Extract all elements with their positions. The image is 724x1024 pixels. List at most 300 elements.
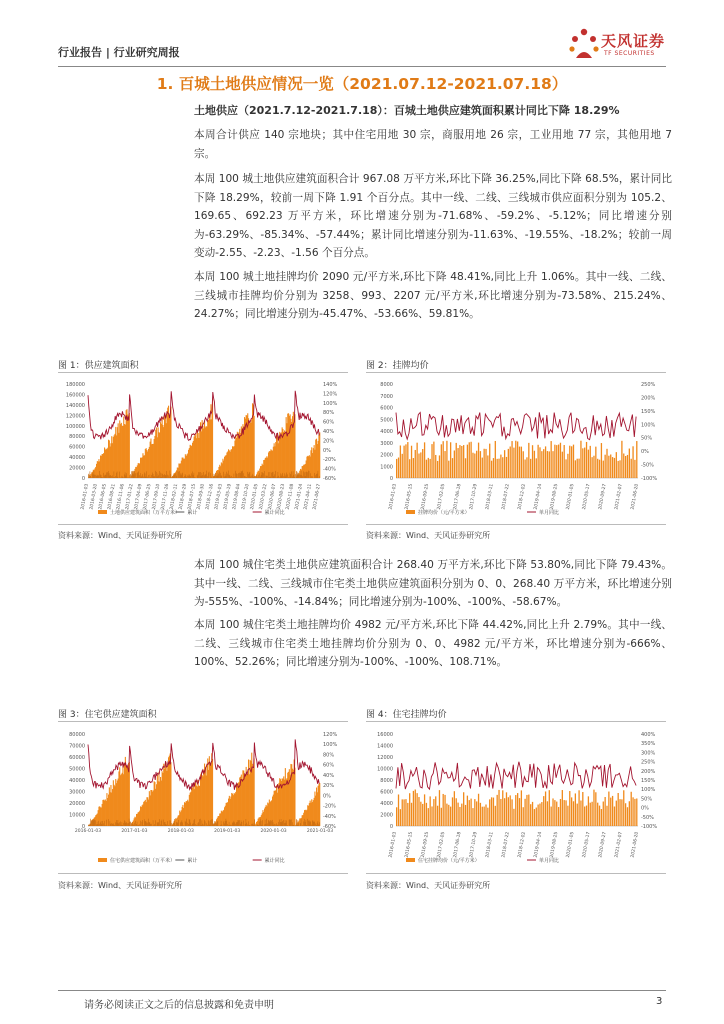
bar-mark — [634, 799, 635, 826]
bar-mark — [226, 476, 227, 478]
bar-mark — [245, 824, 246, 826]
x-tick: 2018-09-30 — [196, 483, 206, 511]
bar-mark — [291, 471, 292, 478]
bar-mark — [416, 793, 417, 826]
legend-label: 单月同比 — [539, 858, 560, 864]
y-left-tick: 60000 — [69, 444, 85, 451]
bar-mark — [158, 474, 159, 478]
bar-mark — [270, 472, 271, 478]
bar-mark — [156, 472, 157, 478]
x-tick: 2018-12-02 — [517, 483, 528, 511]
bar-mark — [114, 824, 115, 826]
bar-mark — [132, 471, 133, 478]
bar-mark — [319, 783, 320, 826]
bar-mark — [289, 820, 290, 826]
bar-mark — [131, 823, 132, 826]
bar-mark — [121, 825, 122, 826]
y-right-tick: 80% — [323, 410, 335, 417]
bar-mark — [452, 797, 453, 826]
paragraph-2: 本周 100 城土地供应建筑面积合计 967.08 万平方米,环比下降 36.25%,同比下降 68.5%，累计同比下降 18.29%，较前一周下降 1.91 个百分点。其中一线、二线、三线城市供应面积分别为 105.2、169.65、692.23 万平方米，环比增速分别为-71.68%、-59.2%、-5.12%；同比增速分别为-63.29%、-85.34%、-57.44%；累计同比增速分别为-11.63%、-19.55%、-18.2%；较前一周变动-2.55、-2.23、-1.56 个百分点。 — [194, 173, 672, 259]
y-right-tick: -40% — [323, 466, 336, 473]
bar-mark — [213, 474, 214, 478]
y-left-tick: 6000 — [380, 405, 393, 412]
bar-mark — [311, 476, 312, 478]
bar-mark — [190, 475, 191, 478]
bar-mark — [92, 473, 93, 478]
y-right-tick: 60% — [323, 762, 335, 769]
bar-mark — [300, 823, 301, 826]
bar-mark — [242, 822, 243, 826]
bar-mark — [261, 821, 262, 826]
bar-mark — [562, 790, 563, 826]
bar-mark — [435, 796, 436, 826]
bar-mark — [564, 800, 565, 826]
bar-mark — [313, 821, 314, 826]
bar-mark — [418, 797, 419, 826]
bar-mark — [319, 822, 320, 826]
bar-mark — [258, 825, 259, 826]
bar-mark — [632, 797, 633, 826]
bar-mark — [253, 823, 254, 826]
x-tick: 2017-06-18 — [453, 831, 463, 859]
bar-mark — [186, 475, 187, 478]
bar-mark — [98, 475, 99, 478]
bar-mark — [291, 819, 292, 826]
bar-mark — [454, 450, 455, 478]
bar-mark — [258, 825, 259, 826]
bar-mark — [439, 790, 440, 826]
bar-mark — [547, 451, 548, 478]
bar-mark — [590, 803, 591, 826]
bar-mark — [539, 447, 540, 478]
figure-3-source: 资料来源：Wind、天风证券研究所 — [58, 881, 183, 890]
bar-mark — [137, 822, 138, 826]
bar-mark — [219, 471, 220, 478]
x-tick: 2017-02-05 — [436, 483, 447, 511]
x-tick: 2017-11-26 — [160, 483, 171, 511]
bar-mark — [220, 825, 221, 826]
bar-mark — [619, 460, 620, 478]
bar-mark — [105, 825, 106, 826]
bar-mark — [629, 801, 630, 826]
bar-mark — [612, 457, 613, 478]
bar-mark — [571, 797, 572, 826]
y-right-tick: -20% — [323, 457, 336, 464]
bar-mark — [405, 799, 406, 826]
logo-mark-icon — [568, 28, 600, 62]
legend-label: 挂牌均价（元/平方米） — [418, 510, 470, 516]
bar-mark — [232, 823, 233, 826]
bar-mark — [154, 476, 155, 478]
bar-mark — [517, 793, 518, 826]
bar-mark — [126, 822, 127, 826]
bar-mark — [159, 471, 160, 478]
bar-mark — [229, 475, 230, 478]
bar-mark — [108, 819, 109, 826]
x-tick: 2019-03-03 — [214, 483, 224, 511]
bar-mark — [274, 824, 275, 826]
bar-mark — [97, 822, 98, 826]
bar-mark — [194, 820, 195, 826]
legend-label: 累计同比 — [264, 510, 285, 516]
bar-mark — [206, 471, 207, 478]
bar-mark — [296, 471, 297, 478]
y-left-tick: 7000 — [380, 393, 393, 400]
bar-mark — [443, 441, 444, 478]
legend-swatch — [98, 510, 107, 514]
bar-mark — [116, 820, 117, 826]
bar-mark — [485, 804, 486, 826]
y-left-tick: 70000 — [69, 743, 85, 750]
legend-label: 住宅挂牌均价（元/平方米） — [418, 858, 480, 864]
y-right-tick: 20% — [323, 438, 335, 445]
bar-mark — [187, 823, 188, 826]
section-subtitle: 土地供应（2021.7.12-2021.7.18）：百城土地供应建筑面积累计同比下降 18.29% — [194, 104, 620, 117]
bar-mark — [130, 475, 131, 478]
bar-mark — [214, 474, 215, 478]
bar-mark — [450, 807, 451, 826]
legend-label: 累计同比 — [264, 858, 285, 864]
bar-mark — [396, 459, 397, 478]
bar-mark — [130, 822, 131, 826]
bar-mark — [123, 477, 124, 478]
bar-mark — [446, 441, 447, 478]
bar-mark — [524, 460, 525, 478]
bar-mark — [472, 808, 473, 826]
bar-mark — [270, 477, 271, 478]
bar-mark — [104, 821, 105, 826]
bar-mark — [243, 473, 244, 478]
bar-mark — [571, 446, 572, 478]
x-tick: 2019-04-14 — [533, 831, 544, 859]
bar-mark — [256, 475, 257, 478]
bar-mark — [160, 825, 161, 826]
y-right-tick: 150% — [641, 408, 656, 415]
bar-mark — [147, 477, 148, 478]
logo-text-en: TF SECURITIES — [604, 50, 655, 57]
bar-mark — [136, 477, 137, 478]
bar-mark — [459, 445, 460, 478]
bar-mark — [215, 473, 216, 478]
y-right-tick: 250% — [641, 759, 656, 766]
y-left-tick: 0 — [81, 476, 85, 482]
paragraph-3: 本周 100 城土地挂牌均价 2090 元/平方米,环比下降 48.41%,同比上升 1.06%。其中一线、二线、三线城市挂牌均价分别为 3258、993、2207 元/平方米,环比增速分别为-73.58%、215.24%、24.27%；同比增速分别为-45.47%、-53.66%、59.81%。 — [194, 271, 672, 320]
y-right-tick: 400% — [641, 732, 656, 738]
x-tick: 2020-06-07 — [267, 483, 278, 511]
bar-mark — [226, 821, 227, 826]
bar-mark — [190, 476, 191, 478]
bar-mark — [182, 820, 183, 826]
bar-mark — [519, 447, 520, 478]
bar-mark — [301, 471, 302, 478]
bar-mark — [154, 824, 155, 826]
bar-mark — [201, 476, 202, 478]
x-tick: 2020-01-05 — [250, 483, 260, 511]
paragraph-1: 本周合计供应 140 宗地块；其中住宅用地 30 宗，商服用地 26 宗，工业用地 77 宗，其他用地 7 宗。 — [194, 129, 672, 160]
bar-mark — [519, 798, 520, 826]
bar-mark — [212, 819, 213, 826]
bar-mark — [119, 472, 120, 478]
bar-mark — [282, 474, 283, 478]
bar-mark — [491, 797, 492, 826]
bar-mark — [495, 441, 496, 478]
bar-mark — [627, 807, 628, 826]
bar-mark — [504, 798, 505, 826]
bar-mark — [206, 474, 207, 478]
bar-mark — [217, 473, 218, 478]
bar-mark — [150, 475, 151, 478]
bar-mark — [239, 473, 240, 478]
bar-mark — [601, 809, 602, 826]
bar-mark — [124, 474, 125, 478]
bar-mark — [99, 471, 100, 478]
bar-mark — [604, 797, 605, 826]
bar-mark — [137, 473, 138, 478]
bar-mark — [111, 476, 112, 478]
legend-swatch — [406, 510, 415, 514]
bar-mark — [247, 472, 248, 478]
bar-mark — [135, 821, 136, 826]
bar-mark — [487, 455, 488, 478]
bar-mark — [162, 473, 163, 478]
bar-mark — [128, 823, 129, 826]
bar-mark — [250, 472, 251, 478]
bar-mark — [310, 821, 311, 826]
y-left-tick: 2000 — [380, 812, 393, 819]
bar-mark — [194, 473, 195, 478]
bar-mark — [186, 477, 187, 478]
y-left-tick: 12000 — [377, 755, 393, 761]
figure-2-bottom-rule — [366, 524, 666, 525]
bar-mark — [170, 407, 171, 478]
bar-mark — [221, 475, 222, 478]
bar-mark — [483, 449, 484, 478]
bar-mark — [162, 825, 163, 826]
x-tick: 2016-05-15 — [404, 831, 415, 859]
bar-mark — [603, 461, 604, 478]
bar-mark — [185, 474, 186, 478]
bar-mark — [243, 821, 244, 826]
bar-mark — [467, 445, 468, 478]
bar-mark — [316, 825, 317, 826]
bar-mark — [420, 452, 421, 478]
bar-mark — [599, 806, 600, 826]
bar-mark — [279, 820, 280, 826]
bar-mark — [158, 475, 159, 478]
bar-mark — [178, 823, 179, 826]
bar-mark — [170, 762, 171, 826]
bar-mark — [269, 477, 270, 478]
bar-mark — [103, 473, 104, 478]
bar-mark — [591, 457, 592, 478]
bar-mark — [96, 476, 97, 478]
bar-mark — [208, 473, 209, 478]
bar-mark — [145, 821, 146, 826]
bar-mark — [465, 805, 466, 826]
bar-mark — [284, 473, 285, 478]
x-tick: 2016-09-25 — [420, 831, 431, 859]
figure-2-rule — [366, 372, 666, 373]
y-right-tick: 200% — [641, 768, 656, 775]
bar-mark — [93, 474, 94, 478]
bar-mark — [170, 474, 171, 478]
bar-mark — [94, 475, 95, 478]
bar-mark — [606, 806, 607, 826]
bar-mark — [250, 825, 251, 826]
bar-mark — [302, 825, 303, 826]
bar-mark — [556, 445, 557, 478]
bar-mark — [247, 824, 248, 826]
bar-mark — [515, 795, 516, 826]
bar-mark — [264, 471, 265, 478]
x-tick: 2017-10-29 — [469, 483, 479, 511]
bar-mark — [431, 806, 432, 826]
bar-mark — [567, 806, 568, 826]
y-right-tick: 200% — [641, 395, 656, 402]
bar-mark — [426, 803, 427, 826]
bar-mark — [138, 825, 139, 826]
bar-mark — [154, 476, 155, 478]
bar-mark — [310, 473, 311, 478]
bar-mark — [604, 455, 605, 478]
bar-mark — [161, 477, 162, 478]
bar-mark — [267, 823, 268, 826]
bar-mark — [286, 821, 287, 826]
bar-mark — [102, 477, 103, 478]
bar-mark — [298, 823, 299, 826]
bar-mark — [176, 476, 177, 478]
bar-mark — [191, 473, 192, 478]
bar-mark — [263, 473, 264, 478]
bar-mark — [265, 820, 266, 826]
bar-mark — [312, 476, 313, 478]
bar-mark — [222, 476, 223, 478]
bar-mark — [233, 822, 234, 826]
bar-mark — [292, 477, 293, 478]
bar-mark — [94, 820, 95, 826]
bar-mark — [129, 413, 130, 478]
bar-mark — [319, 432, 320, 478]
bar-mark — [295, 825, 296, 826]
bar-mark — [517, 441, 518, 478]
bar-mark — [235, 824, 236, 826]
bar-mark — [122, 477, 123, 478]
bar-mark — [162, 474, 163, 478]
bar-mark — [138, 825, 139, 826]
bar-mark — [569, 446, 570, 478]
bar-mark — [616, 801, 617, 826]
x-tick: 2020-01-05 — [565, 831, 576, 859]
bar-mark — [114, 477, 115, 478]
series-line — [396, 412, 636, 439]
bar-mark — [511, 441, 512, 478]
bar-mark — [198, 822, 199, 826]
bar-mark — [128, 477, 129, 478]
bar-mark — [228, 471, 229, 478]
bar-mark — [506, 457, 507, 478]
bar-mark — [94, 819, 95, 826]
bar-mark — [113, 477, 114, 478]
bar-mark — [259, 822, 260, 826]
bar-mark — [258, 475, 259, 478]
y-left-tick: 6000 — [380, 789, 393, 796]
bar-mark — [575, 793, 576, 826]
bar-mark — [171, 823, 172, 826]
bar-mark — [541, 802, 542, 826]
bar-mark — [102, 821, 103, 826]
bar-mark — [189, 819, 190, 826]
bar-mark — [234, 477, 235, 478]
bar-mark — [285, 476, 286, 478]
bar-mark — [133, 824, 134, 826]
bar-mark — [119, 822, 120, 826]
bar-mark — [174, 474, 175, 478]
bar-mark — [214, 821, 215, 826]
y-left-tick: 60000 — [69, 755, 85, 761]
bar-mark — [474, 454, 475, 478]
bar-mark — [416, 443, 417, 478]
bar-mark — [172, 825, 173, 826]
bar-mark — [457, 448, 458, 478]
bar-mark — [457, 803, 458, 826]
bar-mark — [163, 820, 164, 826]
bar-mark — [153, 820, 154, 826]
bar-mark — [275, 471, 276, 478]
bar-mark — [106, 472, 107, 478]
bar-mark — [400, 809, 401, 826]
bar-mark — [134, 825, 135, 826]
bar-mark — [293, 825, 294, 826]
bar-mark — [234, 822, 235, 826]
bar-mark — [293, 471, 294, 478]
bar-mark — [112, 475, 113, 478]
bar-mark — [296, 819, 297, 826]
bar-mark — [580, 801, 581, 826]
bar-mark — [551, 807, 552, 826]
bar-mark — [139, 475, 140, 478]
bar-mark — [142, 822, 143, 826]
bar-mark — [534, 809, 535, 826]
bar-mark — [315, 475, 316, 478]
bar-mark — [298, 473, 299, 478]
bar-mark — [176, 822, 177, 826]
y-right-tick: 40% — [323, 772, 335, 779]
legend-label: 单月同比 — [539, 510, 560, 516]
bar-mark — [314, 473, 315, 478]
figure-1-bottom-rule — [58, 524, 348, 525]
bar-mark — [134, 471, 135, 478]
bar-mark — [118, 823, 119, 826]
bar-mark — [221, 821, 222, 826]
bar-mark — [603, 802, 604, 826]
bar-mark — [195, 824, 196, 826]
bar-mark — [216, 823, 217, 826]
x-tick: 2016-09-25 — [420, 483, 431, 511]
bar-mark — [279, 477, 280, 478]
figure-3-bottom-rule — [58, 873, 348, 874]
bar-mark — [233, 477, 234, 478]
report-type-label: 行业报告 | 行业研究周报 — [58, 46, 180, 59]
bar-mark — [153, 474, 154, 478]
bar-mark — [287, 474, 288, 478]
bar-mark — [573, 445, 574, 478]
bar-mark — [441, 808, 442, 826]
bar-mark — [297, 820, 298, 826]
bar-mark — [89, 825, 90, 826]
bar-mark — [167, 821, 168, 826]
x-tick: 2016-01-03 — [388, 483, 398, 511]
bar-mark — [110, 821, 111, 826]
